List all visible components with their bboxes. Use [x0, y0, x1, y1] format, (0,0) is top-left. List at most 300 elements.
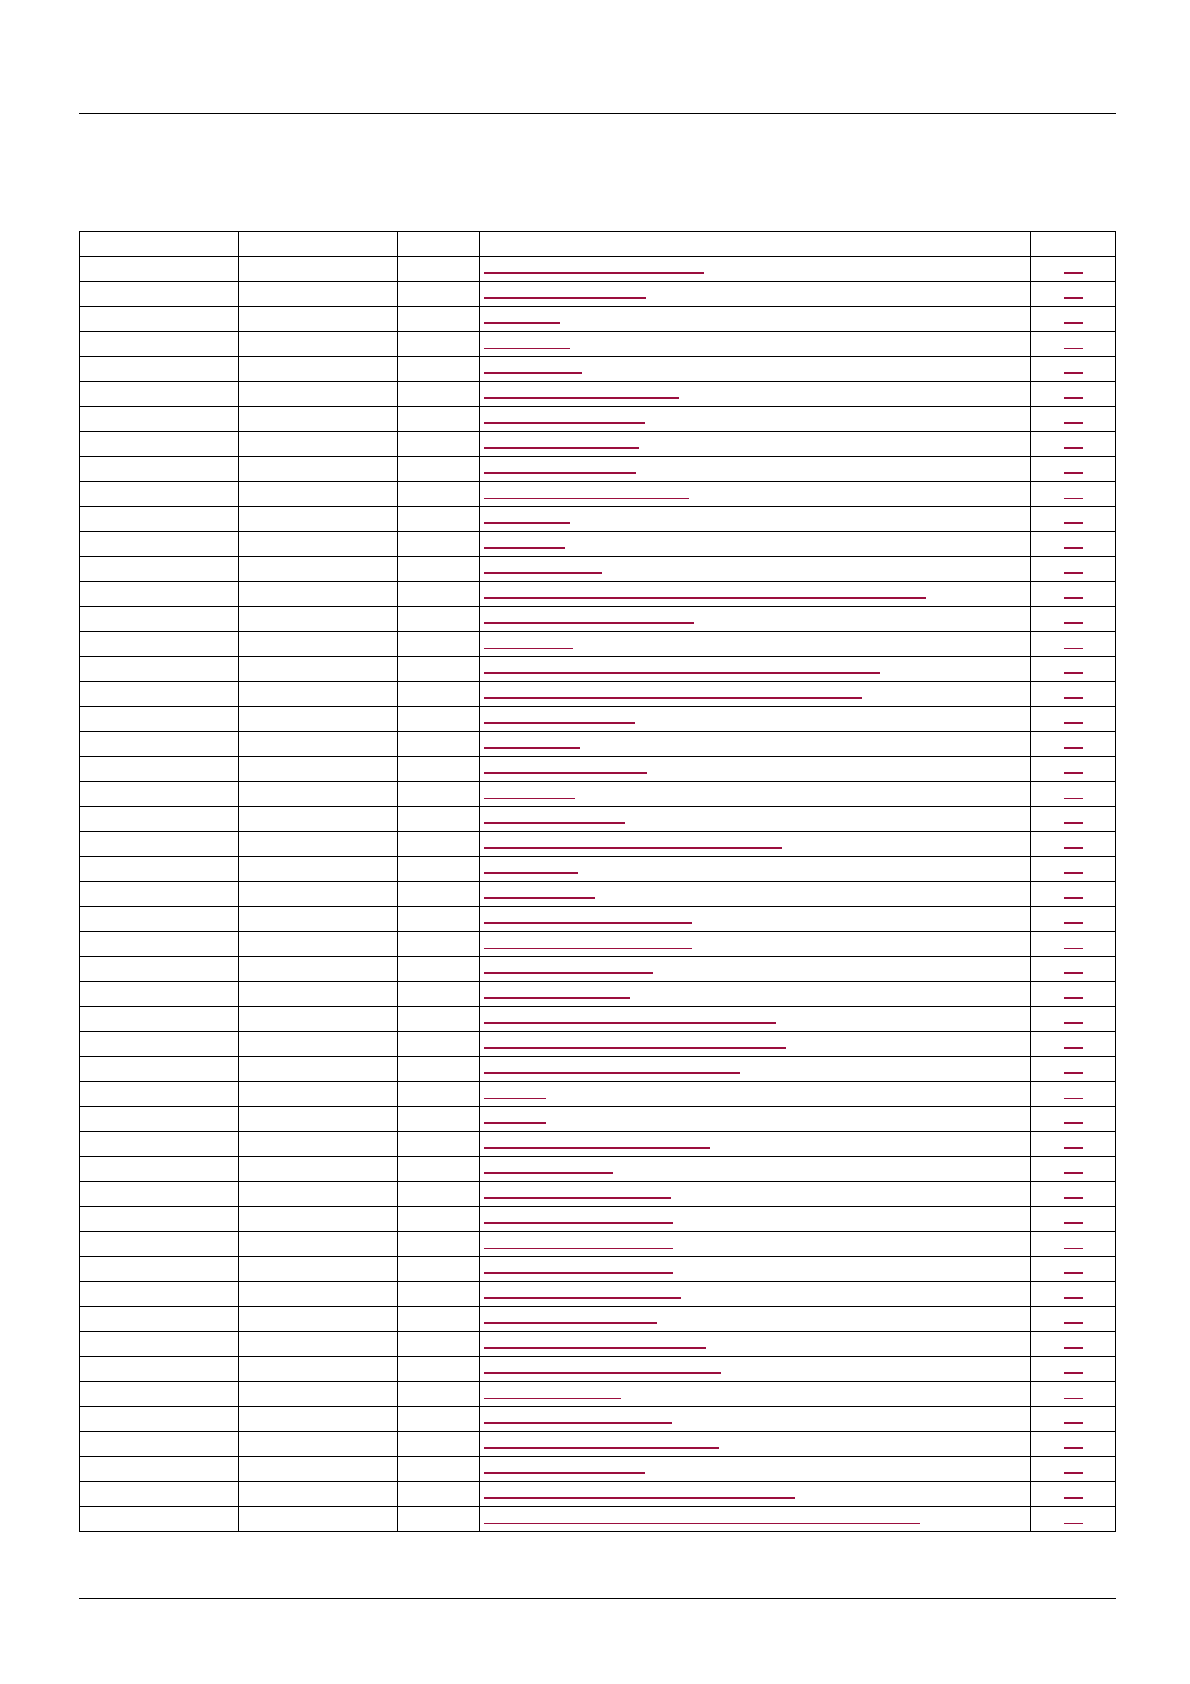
table-cell-1 — [80, 1407, 239, 1432]
title-link[interactable] — [484, 672, 880, 674]
table-cell-2 — [239, 582, 398, 607]
table-row — [80, 1357, 1116, 1382]
title-cell — [480, 657, 1031, 682]
title-link[interactable] — [484, 897, 595, 899]
table-cell-3 — [398, 1157, 480, 1182]
table-cell-3 — [398, 707, 480, 732]
title-link[interactable] — [484, 1222, 673, 1224]
table-cell-2 — [239, 657, 398, 682]
title-link[interactable] — [484, 648, 573, 649]
page-link[interactable] — [1064, 397, 1083, 399]
title-link[interactable] — [484, 1422, 672, 1424]
table-cell-1 — [80, 1157, 239, 1182]
title-cell — [480, 882, 1031, 907]
table-cell-2 — [239, 1282, 398, 1307]
table-row — [80, 407, 1116, 432]
table-row — [80, 1332, 1116, 1357]
title-link[interactable] — [484, 872, 578, 874]
title-cell — [480, 732, 1031, 757]
table-cell-3 — [398, 482, 480, 507]
table-cell-3 — [398, 1132, 480, 1157]
page-link[interactable] — [1064, 1472, 1083, 1474]
title-cell — [480, 807, 1031, 832]
table-row — [80, 1082, 1116, 1107]
table-cell-3 — [398, 857, 480, 882]
title-link[interactable] — [484, 1072, 740, 1074]
title-link[interactable] — [484, 1523, 920, 1524]
page-cell — [1030, 757, 1115, 782]
title-link[interactable] — [484, 747, 580, 749]
page-cell — [1030, 457, 1115, 482]
page-cell — [1030, 582, 1115, 607]
page-link[interactable] — [1064, 1322, 1083, 1324]
table-cell-2 — [239, 1482, 398, 1507]
title-link[interactable] — [484, 597, 926, 599]
title-link[interactable] — [484, 1347, 706, 1349]
title-cell — [480, 957, 1031, 982]
page-cell — [1030, 1232, 1115, 1257]
table-row — [80, 507, 1116, 532]
table-cell-3 — [398, 1057, 480, 1082]
table-cell-3 — [398, 832, 480, 857]
title-link[interactable] — [484, 1447, 719, 1449]
table-cell-3 — [398, 532, 480, 557]
table-cell-3 — [398, 1507, 480, 1532]
table-cell-2 — [239, 307, 398, 332]
title-cell — [480, 1132, 1031, 1157]
table-cell-2 — [239, 1382, 398, 1407]
table-cell-1 — [80, 1207, 239, 1232]
table-cell-3 — [398, 507, 480, 532]
page-link[interactable] — [1064, 1422, 1083, 1424]
page-cell — [1030, 682, 1115, 707]
page-link[interactable] — [1064, 1147, 1083, 1149]
table-row — [80, 732, 1116, 757]
table-cell-1 — [80, 357, 239, 382]
page-cell — [1030, 707, 1115, 732]
page-link[interactable] — [1064, 747, 1083, 749]
title-link[interactable] — [484, 1472, 645, 1474]
title-link[interactable] — [484, 498, 689, 499]
table-cell-1 — [80, 707, 239, 732]
table-cell-1 — [80, 332, 239, 357]
title-cell — [480, 1082, 1031, 1107]
page-link[interactable] — [1064, 1248, 1083, 1249]
title-cell — [480, 532, 1031, 557]
page-cell — [1030, 1307, 1115, 1332]
table-cell-3 — [398, 957, 480, 982]
title-cell — [480, 457, 1031, 482]
table-cell-1 — [80, 1107, 239, 1132]
page-cell — [1030, 607, 1115, 632]
page-cell — [1030, 732, 1115, 757]
page-cell — [1030, 557, 1115, 582]
page-link[interactable] — [1064, 997, 1083, 999]
table-cell-2 — [239, 257, 398, 282]
title-cell — [480, 1432, 1031, 1457]
title-cell — [480, 1207, 1031, 1232]
title-link[interactable] — [484, 1372, 721, 1374]
table-cell-1 — [80, 1357, 239, 1382]
page-link[interactable] — [1064, 1072, 1083, 1074]
table-cell-3 — [398, 1357, 480, 1382]
table-row — [80, 557, 1116, 582]
title-cell — [480, 682, 1031, 707]
page-link[interactable] — [1064, 547, 1083, 549]
table-cell-3 — [398, 1482, 480, 1507]
page-cell — [1030, 1457, 1115, 1482]
table-row — [80, 1282, 1116, 1307]
table-row — [80, 682, 1116, 707]
page-link[interactable] — [1064, 722, 1083, 724]
title-link[interactable] — [484, 1197, 671, 1199]
table-cell-2 — [239, 857, 398, 882]
table-row — [80, 1182, 1116, 1207]
page-link[interactable] — [1064, 1222, 1083, 1224]
table-cell-1 — [80, 507, 239, 532]
page-link[interactable] — [1064, 272, 1083, 274]
table-cell-1 — [80, 807, 239, 832]
table-cell-3 — [398, 282, 480, 307]
page-cell — [1030, 357, 1115, 382]
table-cell-3 — [398, 1107, 480, 1132]
table-cell-3 — [398, 457, 480, 482]
title-link[interactable] — [484, 272, 704, 274]
title-link[interactable] — [484, 472, 636, 474]
page-cell — [1030, 657, 1115, 682]
table-header-row — [80, 232, 1116, 257]
table-cell-1 — [80, 582, 239, 607]
page-link[interactable] — [1064, 1022, 1083, 1024]
page-link[interactable] — [1064, 1197, 1083, 1199]
page-cell — [1030, 407, 1115, 432]
table-cell-1 — [80, 1132, 239, 1157]
table-cell-2 — [239, 1432, 398, 1457]
table-row — [80, 1157, 1116, 1182]
title-cell — [480, 582, 1031, 607]
table-cell-3 — [398, 357, 480, 382]
table-cell-2 — [239, 507, 398, 532]
table-cell-1 — [80, 1282, 239, 1307]
table-cell-2 — [239, 832, 398, 857]
page-link[interactable] — [1064, 622, 1083, 624]
page-link[interactable] — [1064, 847, 1083, 849]
table-cell-2 — [239, 707, 398, 732]
table-cell-3 — [398, 807, 480, 832]
table-cell-1 — [80, 657, 239, 682]
title-link[interactable] — [484, 322, 560, 324]
table-cell-1 — [80, 982, 239, 1007]
title-link[interactable] — [484, 422, 645, 424]
table-cell-1 — [80, 1232, 239, 1257]
page-cell — [1030, 507, 1115, 532]
page-link[interactable] — [1064, 572, 1083, 574]
page-link[interactable] — [1064, 1122, 1083, 1124]
page-link[interactable] — [1064, 798, 1083, 799]
table-cell-1 — [80, 1457, 239, 1482]
page-link[interactable] — [1064, 1372, 1083, 1374]
table-cell-2 — [239, 1232, 398, 1257]
table-cell-3 — [398, 682, 480, 707]
title-link[interactable] — [484, 948, 692, 949]
table-cell-1 — [80, 1007, 239, 1032]
table-row — [80, 1507, 1116, 1532]
title-link[interactable] — [484, 348, 570, 349]
table-cell-2 — [239, 1357, 398, 1382]
table-cell-1 — [80, 1507, 239, 1532]
table-cell-1 — [80, 382, 239, 407]
table-row — [80, 1057, 1116, 1082]
page-link[interactable] — [1064, 772, 1083, 774]
page-link[interactable] — [1064, 697, 1083, 699]
page-link[interactable] — [1064, 322, 1083, 324]
title-link[interactable] — [484, 572, 602, 574]
page-cell — [1030, 532, 1115, 557]
title-cell — [480, 757, 1031, 782]
page-cell — [1030, 1332, 1115, 1357]
page-link[interactable] — [1064, 597, 1083, 599]
table-row — [80, 257, 1116, 282]
table-cell-2 — [239, 1207, 398, 1232]
page-cell — [1030, 282, 1115, 307]
page-link[interactable] — [1064, 1347, 1083, 1349]
page-link[interactable] — [1064, 948, 1083, 949]
table-cell-2 — [239, 882, 398, 907]
table-cell-3 — [398, 1457, 480, 1482]
page-cell — [1030, 257, 1115, 282]
page-cell — [1030, 907, 1115, 932]
table-cell-2 — [239, 1307, 398, 1332]
table-cell-2 — [239, 757, 398, 782]
title-link[interactable] — [484, 697, 862, 699]
title-link[interactable] — [484, 1098, 546, 1099]
table-row — [80, 1482, 1116, 1507]
title-link[interactable] — [484, 997, 630, 999]
title-link[interactable] — [484, 1297, 681, 1299]
page-link[interactable] — [1064, 1297, 1083, 1299]
title-cell — [480, 1482, 1031, 1507]
page-link[interactable] — [1064, 897, 1083, 899]
title-link[interactable] — [484, 297, 646, 299]
title-link[interactable] — [484, 1398, 621, 1399]
table-cell-3 — [398, 332, 480, 357]
table-row — [80, 782, 1116, 807]
table-row — [80, 1407, 1116, 1432]
table-cell-3 — [398, 307, 480, 332]
page-cell — [1030, 832, 1115, 857]
table-row — [80, 457, 1116, 482]
table-row — [80, 932, 1116, 957]
title-cell — [480, 982, 1031, 1007]
table-cell-3 — [398, 407, 480, 432]
title-link[interactable] — [484, 1047, 786, 1049]
table-cell-1 — [80, 1032, 239, 1057]
title-cell — [480, 1182, 1031, 1207]
title-link[interactable] — [484, 847, 782, 849]
title-link[interactable] — [484, 522, 570, 524]
title-link[interactable] — [484, 922, 692, 924]
page-link[interactable] — [1064, 822, 1083, 824]
title-cell — [480, 282, 1031, 307]
page-cell — [1030, 1157, 1115, 1182]
page-link[interactable] — [1064, 872, 1083, 874]
header-rule — [79, 113, 1116, 114]
header-cell-2 — [239, 232, 398, 257]
table-cell-3 — [398, 882, 480, 907]
page-cell — [1030, 957, 1115, 982]
title-cell — [480, 932, 1031, 957]
table-cell-2 — [239, 1007, 398, 1032]
title-link[interactable] — [484, 1322, 657, 1324]
title-cell — [480, 357, 1031, 382]
page-link[interactable] — [1064, 422, 1083, 424]
page-link[interactable] — [1064, 1497, 1083, 1499]
table-row — [80, 1232, 1116, 1257]
table-cell-2 — [239, 932, 398, 957]
title-link[interactable] — [484, 822, 625, 824]
title-link[interactable] — [484, 1022, 776, 1024]
title-link[interactable] — [484, 722, 635, 724]
page-link[interactable] — [1064, 522, 1083, 524]
table-row — [80, 432, 1116, 457]
table-cell-2 — [239, 1157, 398, 1182]
page-link[interactable] — [1064, 447, 1083, 449]
title-link[interactable] — [484, 1497, 795, 1499]
table-cell-1 — [80, 1482, 239, 1507]
title-link[interactable] — [484, 1147, 710, 1149]
table-cell-2 — [239, 407, 398, 432]
table-cell-2 — [239, 1457, 398, 1482]
table-cell-2 — [239, 1332, 398, 1357]
table-cell-3 — [398, 757, 480, 782]
table-cell-1 — [80, 1182, 239, 1207]
page-link[interactable] — [1064, 472, 1083, 474]
title-link[interactable] — [484, 1122, 546, 1124]
title-link[interactable] — [484, 798, 575, 799]
table-cell-2 — [239, 632, 398, 657]
title-link[interactable] — [484, 1248, 673, 1249]
table-cell-1 — [80, 557, 239, 582]
page-cell — [1030, 1407, 1115, 1432]
title-cell — [480, 257, 1031, 282]
table-cell-2 — [239, 607, 398, 632]
page-cell — [1030, 432, 1115, 457]
table-cell-3 — [398, 382, 480, 407]
title-link[interactable] — [484, 397, 679, 399]
page-link[interactable] — [1064, 297, 1083, 299]
title-link[interactable] — [484, 372, 582, 374]
table-cell-2 — [239, 382, 398, 407]
title-link[interactable] — [484, 1272, 673, 1274]
table-cell-1 — [80, 1307, 239, 1332]
page-link[interactable] — [1064, 1398, 1083, 1399]
table-cell-3 — [398, 1007, 480, 1032]
table-cell-3 — [398, 1432, 480, 1457]
title-link[interactable] — [484, 772, 647, 774]
title-cell — [480, 1357, 1031, 1382]
table-row — [80, 857, 1116, 882]
page-link[interactable] — [1064, 672, 1083, 674]
page-link[interactable] — [1064, 1447, 1083, 1449]
title-cell — [480, 1232, 1031, 1257]
title-cell — [480, 557, 1031, 582]
title-link[interactable] — [484, 447, 639, 449]
table-row — [80, 1032, 1116, 1057]
page-cell — [1030, 1032, 1115, 1057]
table-row — [80, 632, 1116, 657]
page-cell — [1030, 1207, 1115, 1232]
title-cell — [480, 1032, 1031, 1057]
page-link[interactable] — [1064, 498, 1083, 499]
title-cell — [480, 857, 1031, 882]
table-cell-1 — [80, 632, 239, 657]
table-cell-3 — [398, 1382, 480, 1407]
table-cell-3 — [398, 557, 480, 582]
table-cell-1 — [80, 682, 239, 707]
page-cell — [1030, 1082, 1115, 1107]
table-cell-3 — [398, 657, 480, 682]
title-cell — [480, 782, 1031, 807]
table-cell-3 — [398, 1082, 480, 1107]
table-row — [80, 1007, 1116, 1032]
table-cell-1 — [80, 457, 239, 482]
table-row — [80, 1457, 1116, 1482]
title-cell — [480, 907, 1031, 932]
page-cell — [1030, 1382, 1115, 1407]
table-cell-2 — [239, 782, 398, 807]
table-cell-1 — [80, 257, 239, 282]
title-cell — [480, 407, 1031, 432]
table-cell-1 — [80, 732, 239, 757]
page-cell — [1030, 382, 1115, 407]
table-cell-2 — [239, 1257, 398, 1282]
page-link[interactable] — [1064, 1523, 1083, 1524]
table-row — [80, 307, 1116, 332]
page-link[interactable] — [1064, 348, 1083, 349]
title-cell — [480, 707, 1031, 732]
title-link[interactable] — [484, 1172, 613, 1174]
page-link[interactable] — [1064, 1272, 1083, 1274]
page-link[interactable] — [1064, 648, 1083, 649]
page-cell — [1030, 1432, 1115, 1457]
table-cell-3 — [398, 907, 480, 932]
page-link[interactable] — [1064, 1172, 1083, 1174]
page-link[interactable] — [1064, 922, 1083, 924]
page-link[interactable] — [1064, 372, 1083, 374]
table-row — [80, 282, 1116, 307]
title-cell — [480, 1407, 1031, 1432]
table-cell-3 — [398, 1032, 480, 1057]
table-cell-2 — [239, 557, 398, 582]
title-link[interactable] — [484, 547, 565, 549]
title-cell — [480, 307, 1031, 332]
page-cell — [1030, 482, 1115, 507]
title-link[interactable] — [484, 622, 694, 624]
table-cell-1 — [80, 932, 239, 957]
table-row — [80, 657, 1116, 682]
title-cell — [480, 1307, 1031, 1332]
title-cell — [480, 507, 1031, 532]
table-cell-1 — [80, 882, 239, 907]
title-link[interactable] — [484, 972, 653, 974]
page-link[interactable] — [1064, 972, 1083, 974]
page-link[interactable] — [1064, 1047, 1083, 1049]
table-cell-2 — [239, 1032, 398, 1057]
page-cell — [1030, 632, 1115, 657]
footer-rule — [79, 1598, 1116, 1599]
page-link[interactable] — [1064, 1098, 1083, 1099]
table-cell-2 — [239, 282, 398, 307]
